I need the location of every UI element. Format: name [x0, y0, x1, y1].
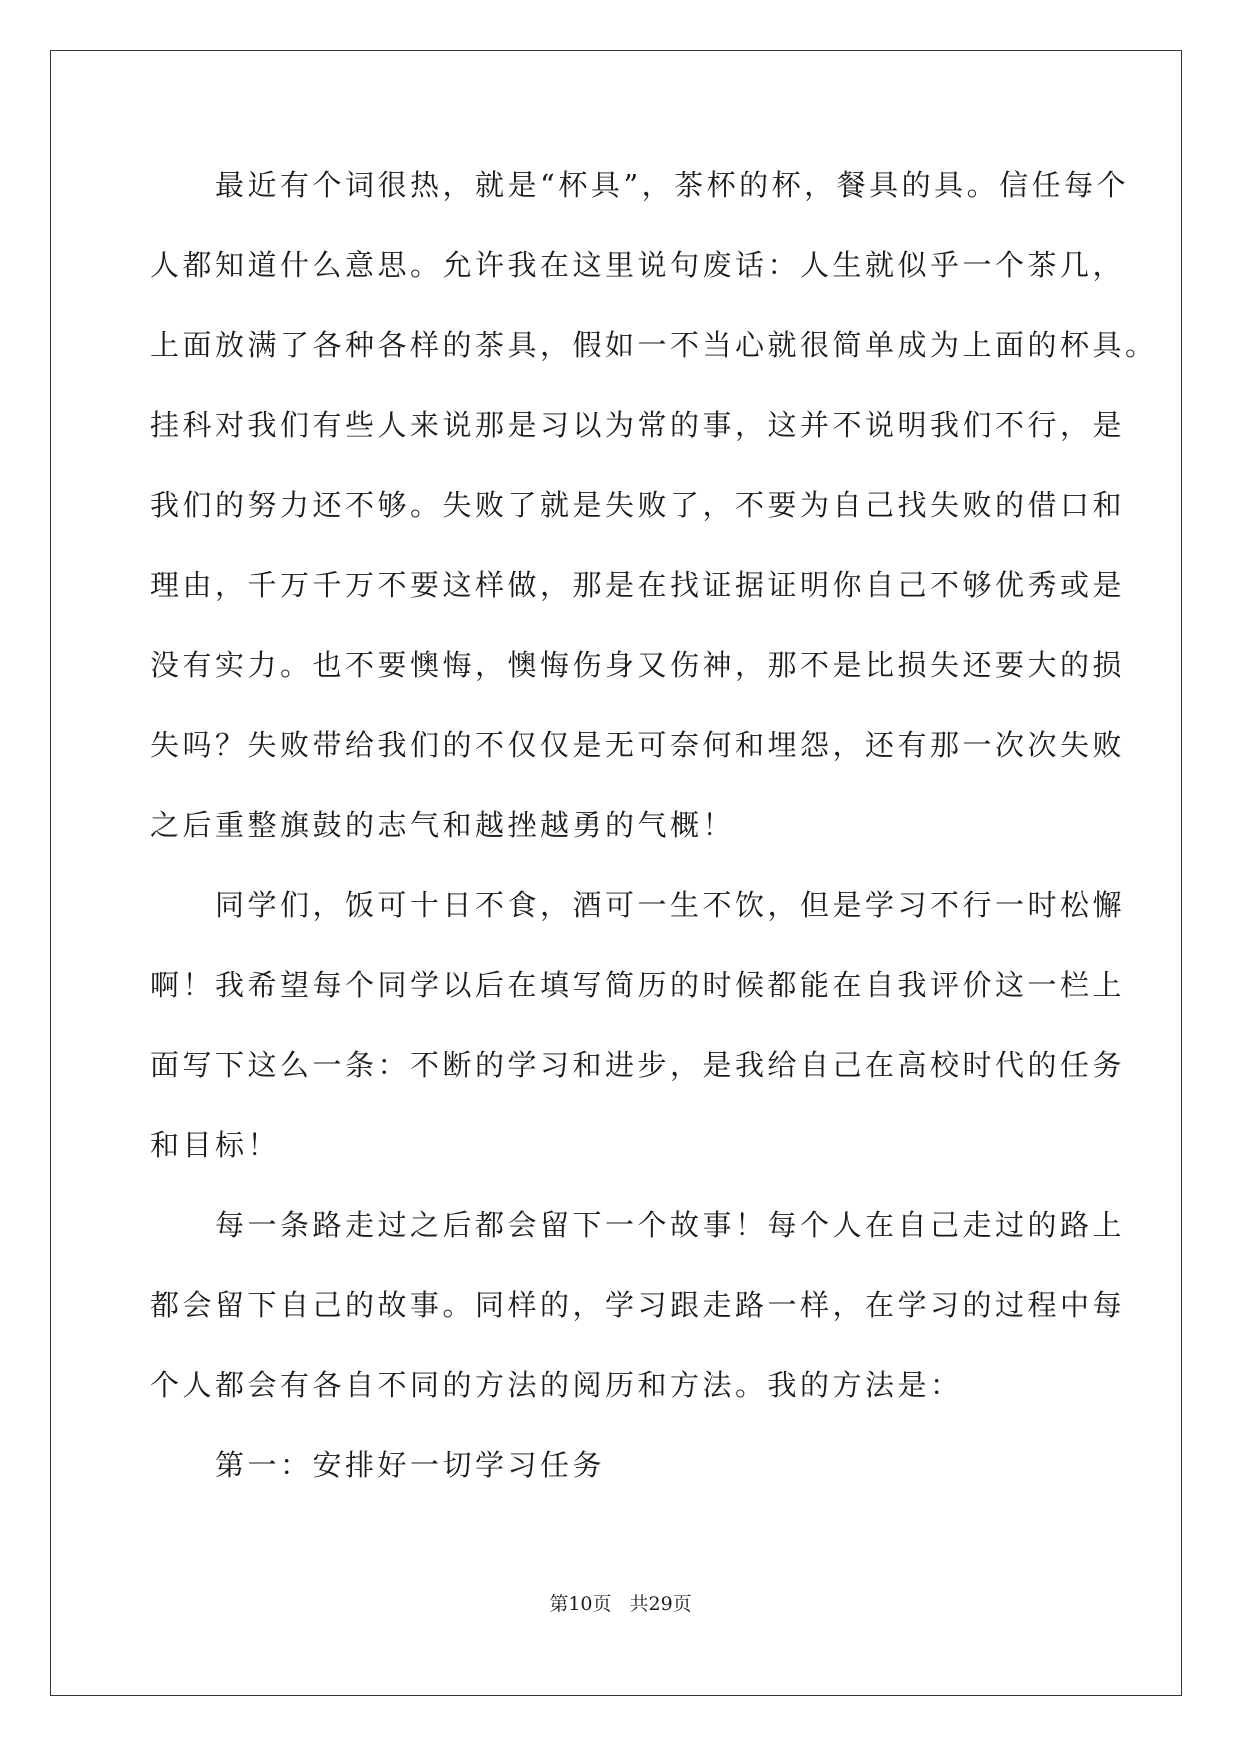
text-line: 第一：安排好一切学习任务 — [150, 1448, 606, 1482]
text-line: 个人都会有各自不同的方法的阅历和方法。我的方法是： — [150, 1368, 963, 1402]
page-number-total: 共29页 — [629, 1593, 692, 1615]
page-number-current: 第10页 — [549, 1593, 612, 1615]
text-line: 没有实力。也不要懊悔，懊悔伤身又伤神，那不是比损失还要大的损 — [150, 648, 1126, 682]
text-line: 最近有个词很热，就是“杯具”，茶杯的杯，餐具的具。信任每个 — [150, 168, 1130, 202]
page-footer — [0, 1589, 1241, 1616]
text-line: 挂科对我们有些人来说那是习以为常的事，这并不说明我们不行，是 — [150, 408, 1126, 442]
text-line: 每一条路走过之后都会留下一个故事！每个人在自己走过的路上 — [150, 1208, 1126, 1242]
text-line: 啊！我希望每个同学以后在填写简历的时候都能在自我评价这一栏上 — [150, 968, 1126, 1002]
text-line: 理由，千万千万不要这样做，那是在找证据证明你自己不够优秀或是 — [150, 568, 1126, 602]
text-line: 同学们，饭可十日不食，酒可一生不饮，但是学习不行一时松懈 — [150, 888, 1126, 922]
text-line: 和目标！ — [150, 1128, 281, 1162]
text-line: 面写下这么一条：不断的学习和进步，是我给自己在高校时代的任务 — [150, 1048, 1126, 1082]
text-line: 人都知道什么意思。允许我在这里说句废话：人生就似乎一个茶几， — [150, 248, 1126, 282]
text-line: 之后重整旗鼓的志气和越挫越勇的气概！ — [150, 808, 736, 842]
text-line: 失吗？失败带给我们的不仅仅是无可奈何和埋怨，还有那一次次失败 — [150, 728, 1126, 762]
text-line: 都会留下自己的故事。同样的，学习跟走路一样，在学习的过程中每 — [150, 1288, 1126, 1322]
text-line: 我们的努力还不够。失败了就是失败了，不要为自己找失败的借口和 — [150, 488, 1126, 522]
text-line: 上面放满了各种各样的茶具，假如一不当心就很简单成为上面的杯具。 — [150, 328, 1158, 362]
